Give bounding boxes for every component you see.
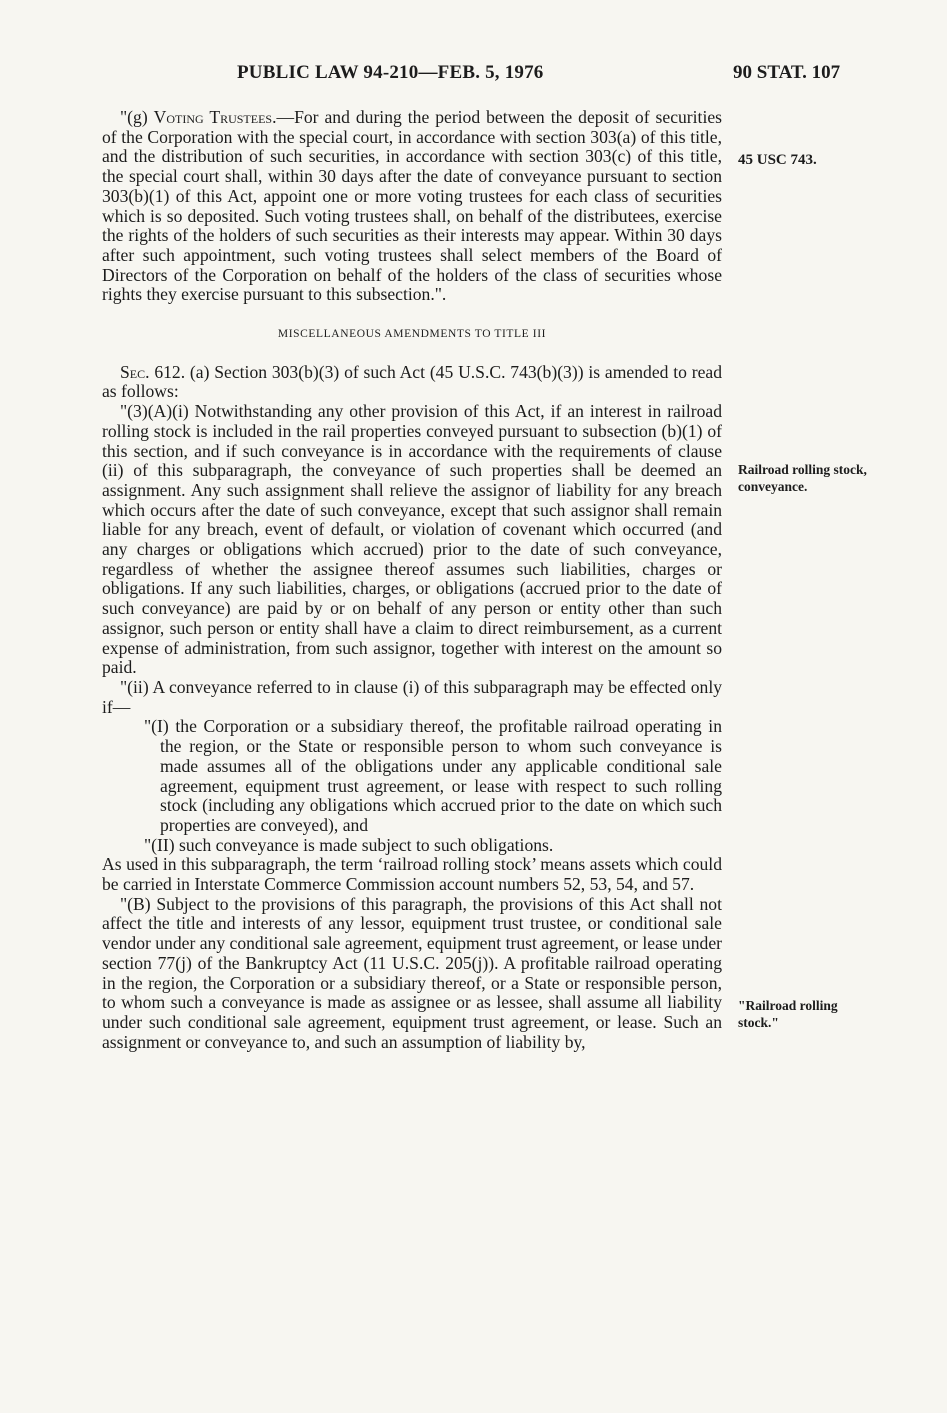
- paragraph-3-A-i: "(3)(A)(i) Notwithstanding any other provision of this Act, if an interest in railroad rolling stock is included in the rail properties conveyed pursuant to subsection (b)(1) of this section, and if such conveyance is in accordance with the requirements of clause (ii) of this subparagraph, the conveyance of such properties shall be deemed an assignment. Any such assignment shall relieve the assignor of liability for any breach which occurs after the date of such conveyance, except that such assignor shall remain liable for any breach, event of default, or violation of covenant which occurred (and any charges or obligations which accrued) prior to the date of such conveyance, regardless of whether the assignee thereof assumes such liabilities, charges or obligations. If any such liabilities, charges, or obligations (accrued prior to the date of such conveyance) are paid by or on behalf of any person or entity other than such assignor, such person or entity shall have a claim to direct reimbursement, as a current expense of administration, from such assignor, together with interest on the amount so paid.: [102, 401, 722, 678]
- paragraph-g-text: —For and during the period between the deposit of securities of the Corporation with the special court, in accordance with section 303(a) of this title, and the distribution of such securities, in accordance with section 303(c) of this title, the special court shall, within 30 days after the date of conveyance pursuant to section 303(b)(1) of this Act, appoint one or more voting trustees for each class of securities which is so deposited. Such voting trustees shall, on behalf of the distributees, exercise the rights of the holders of such securities as their interests may appear. Within 30 days after such appointment, such voting trustees shall select members of the Board of Directors of the Corporation on behalf of the holders of the class of securities whose rights they exercise pursuant to this subsection.".: [102, 107, 722, 305]
- margin-note-usc: 45 USC 743.: [738, 152, 817, 168]
- section-label: Sec. 612.: [120, 361, 186, 382]
- paragraph-definition: As used in this subparagraph, the term ‘railroad rolling stock’ means assets which could be carried in Interstate Commerce Commission account numbers 52, 53, 54, and 57.: [102, 854, 722, 895]
- section-intro-text: (a) Section 303(b)(3) of such Act (45 U.S.C. 743(b)(3)) is amended to read as follows:: [102, 361, 722, 402]
- paragraph-B: "(B) Subject to the provisions of this paragraph, the provisions of this Act shall not affect the title and interests of any lessor, equipment trust trustee, or conditional sale vendor under any conditional sale agreement, equipment trust agreement, or lease under section 77(j) of the Bankruptcy Act (11 U.S.C. 205(j)). A profitable railroad operating in the region, the Corporation or a subsidiary thereof, or a State or responsible person, to whom such a conveyance is made as assignee or as lessee, shall assume all liability under such conditional sale agreement, equipment trust agreement, or lease. Such an assignment or conveyance to, and such an assumption of liability by,: [102, 893, 722, 1052]
- paragraph-II: "(II) such conveyance is made subject to such obligations.: [144, 834, 554, 855]
- statute-page-number: 90 STAT. 107: [733, 62, 841, 83]
- margin-note-rolling-stock: Railroad rolling stock, conveyance.: [738, 462, 867, 494]
- section-612-intro: [102, 363, 722, 402]
- paragraph-I: "(I) the Corporation or a subsidiary thereof, the profitable railroad operating in the region, or the State or responsible person to whom such conveyance is made assumes all of the obligations under any applicable conditional sale agreement, equipment trust agreement, or lease with respect to such rolling stock (including any obligations which accrued prior to the date on which such properties are conveyed), and: [144, 716, 722, 835]
- running-head-title: PUBLIC LAW 94-210—FEB. 5, 1976: [237, 62, 544, 83]
- paragraph-ii: "(ii) A conveyance referred to in clause (i) of this subparagraph may be effected only if—: [102, 676, 722, 717]
- paragraph-g: [102, 108, 722, 305]
- section-heading: MISCELLANEOUS AMENDMENTS TO TITLE III: [277, 328, 547, 341]
- margin-note-rolling-stock-definition: "Railroad rolling stock.": [738, 998, 838, 1030]
- body-text: [102, 108, 722, 1052]
- paragraph-g-caption: Voting Trustees.: [153, 107, 277, 127]
- paragraph-g-open: "(g): [120, 107, 154, 127]
